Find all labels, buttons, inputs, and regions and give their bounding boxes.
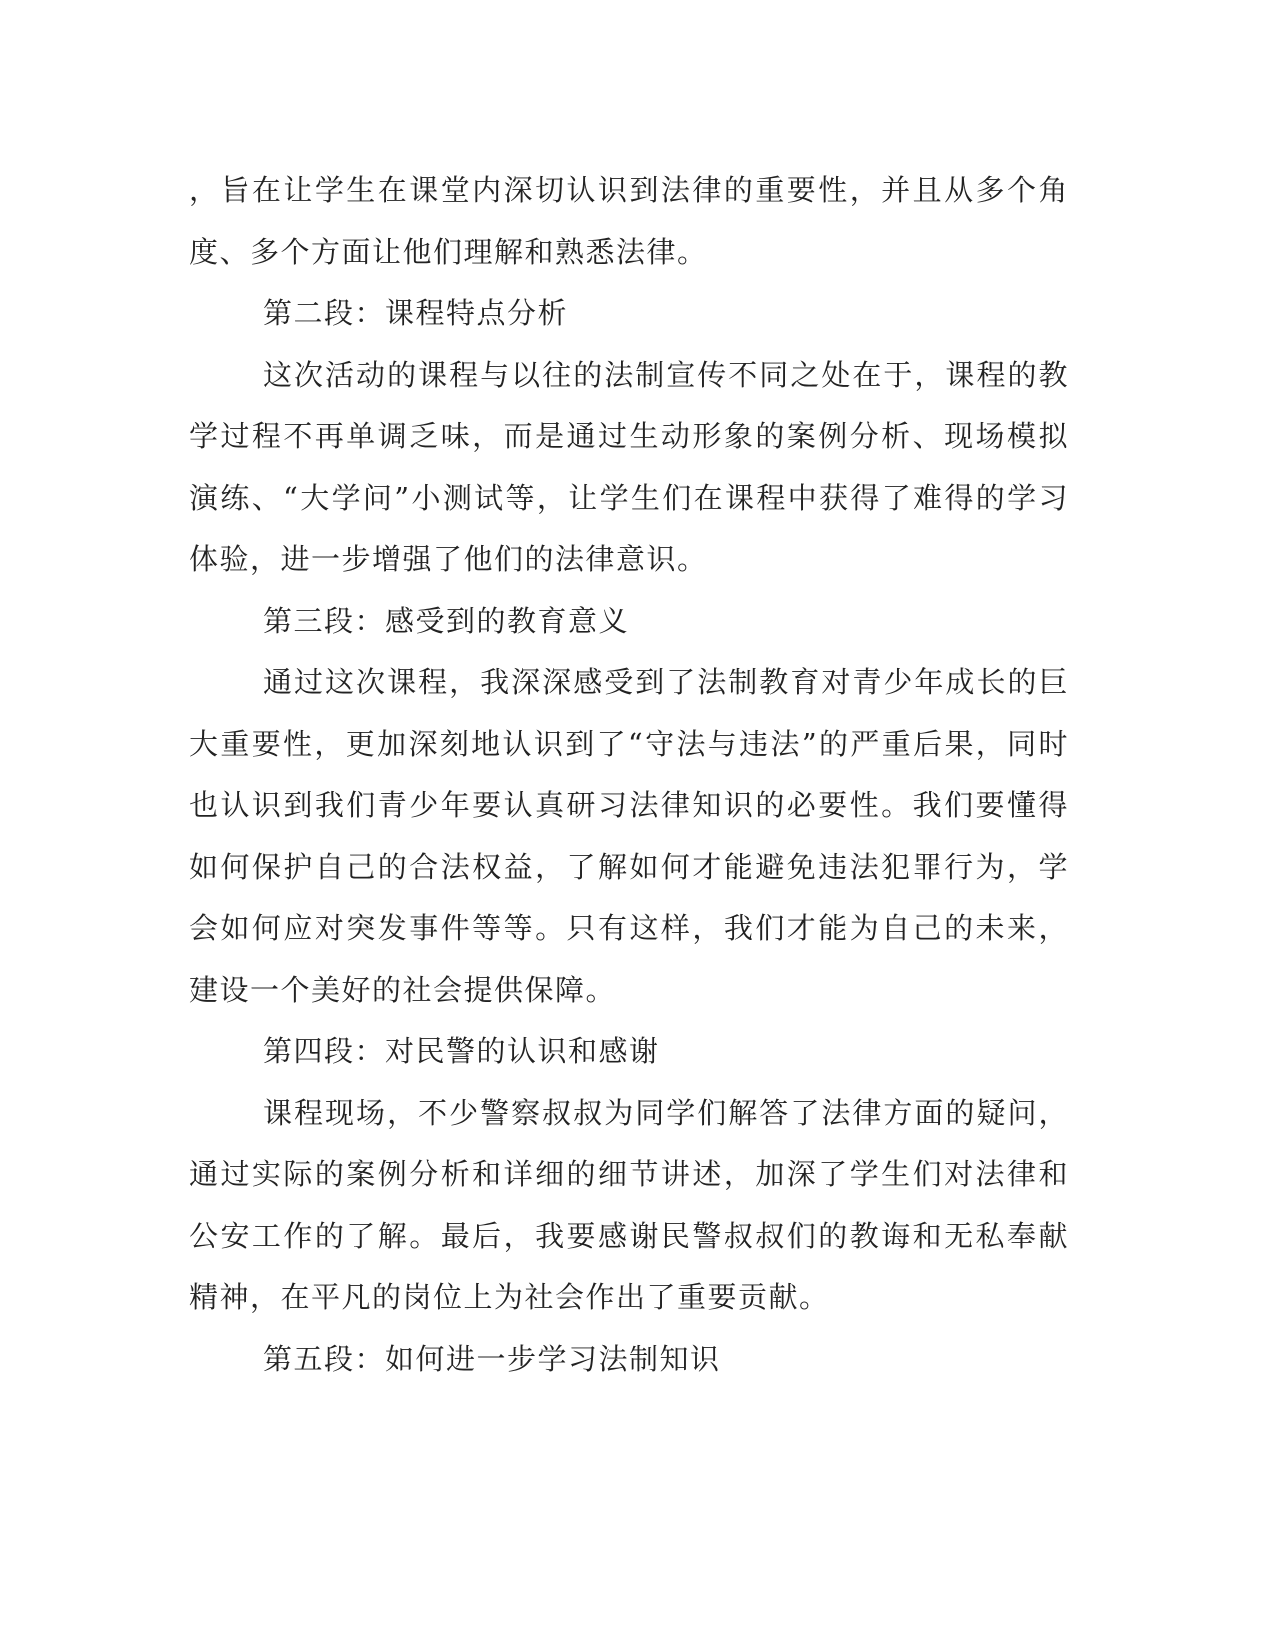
section-heading-3: 第三段：感受到的教育意义 xyxy=(263,603,630,638)
section-heading-4: 第四段：对民警的认识和感谢 xyxy=(263,1034,660,1068)
section-heading-5: 第五段：如何进一步学习法制知识 xyxy=(263,1341,721,1376)
paragraph-course-features: 这次活动的课程与以往的法制宣传不同之处在于，课程的教学过程不再单调乏味，而是通过生动形象的案例分析、现场模拟演练、“大学问”小测试等，让学生们在课程中获得了难得的学习体验，进一步增强了他们的法律意识。 xyxy=(189,357,1069,576)
paragraph-police-thanks: 课程现场，不少警察叔叔为同学们解答了法律方面的疑问，通过实际的案例分析和详细的细节讲述，加深了学生们对法律和公安工作的了解。最后，我要感谢民警叔叔们的教诲和无私奉献精神，在平凡的岗位上为社会作出了重要贡献。 xyxy=(189,1095,1069,1314)
paragraph-educational-meaning: 通过这次课程，我深深感受到了法制教育对青少年成长的巨大重要性，更加深刻地认识到了“守法与违法”的严重后果，同时也认识到我们青少年要认真研习法律知识的必要性。我们要懂得如何保护自己的合法权益，了解如何才能避免违法犯罪行为，学会如何应对突发事件等等。只有这样，我们才能为自己的未来，建设一个美好的社会提供保障。 xyxy=(189,665,1069,1007)
document-body xyxy=(189,160,1069,1390)
section-heading-2: 第二段：课程特点分析 xyxy=(263,296,569,330)
paragraph-intro-continued: ，旨在让学生在课堂内深切认识到法律的重要性，并且从多个角度、多个方面让他们理解和熟悉法律。 xyxy=(189,173,1069,269)
